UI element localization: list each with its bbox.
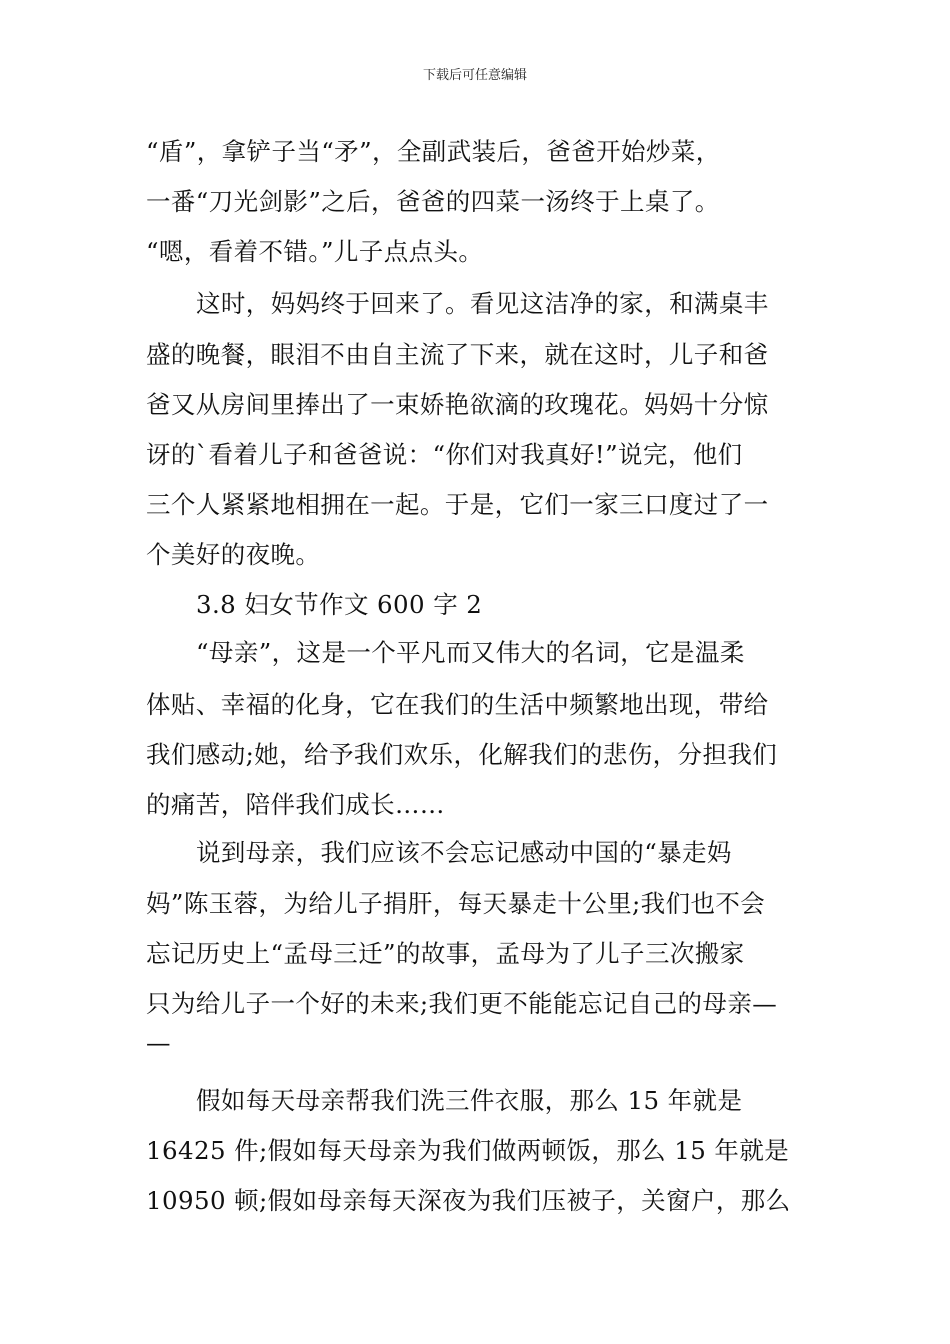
paragraph-line: 忘记历史上“孟母三迁”的故事，孟母为了儿子三次搬家 (146, 939, 745, 968)
paragraph-line: 这时，妈妈终于回来了。看见这洁净的家，和满桌丰 (196, 289, 769, 318)
paragraph-line: “母亲”，这是一个平凡而又伟大的名词，它是温柔 (196, 638, 745, 667)
paragraph-line: 我们感动;她，给予我们欢乐，化解我们的悲伤，分担我们 (146, 740, 778, 769)
paragraph-line: 个美好的夜晚。 (146, 540, 321, 569)
paragraph-line: 一番“刀光剑影”之后，爸爸的四菜一汤终于上桌了。 (146, 187, 720, 216)
paragraph-line: 体贴、幸福的化身，它在我们的生活中频繁地出现，带给 (146, 690, 769, 719)
paragraph-line: 讶的`看着儿子和爸爸说：“你们对我真好!”说完，他们 (146, 440, 743, 469)
paragraph-line: “嗯，看着不错。”儿子点点头。 (146, 237, 484, 266)
paragraph-line: 只为给儿子一个好的未来;我们更不能能忘记自己的母亲— (146, 989, 778, 1018)
paragraph-line: “盾”，拿铲子当“矛”，全副武装后，爸爸开始炒菜， (146, 137, 721, 166)
page-header: 下载后可任意编辑 (422, 68, 527, 83)
paragraph-line: 妈”陈玉蓉，为给儿子捐肝，每天暴走十公里;我们也不会 (146, 889, 766, 918)
paragraph-line: 10950 顿;假如母亲每天深夜为我们压被子，关窗户，那么 (146, 1186, 791, 1215)
paragraph-line: 盛的晚餐，眼泪不由自主流了下来，就在这时，儿子和爸 (146, 340, 769, 369)
paragraph-line: 三个人紧紧地相拥在一起。于是，它们一家三口度过了一 (146, 490, 769, 519)
paragraph-line: 爸又从房间里捧出了一束娇艳欲滴的玫瑰花。妈妈十分惊 (146, 390, 769, 419)
paragraph-line: — (146, 1028, 171, 1057)
paragraph-line: 的痛苦，陪伴我们成长…… (146, 790, 445, 819)
section-heading: 3.8 妇女节作文 600 字 2 (196, 590, 483, 619)
paragraph-line: 16425 件;假如每天母亲为我们做两顿饭，那么 15 年就是 (146, 1136, 790, 1165)
paragraph-line: 说到母亲，我们应该不会忘记感动中国的“暴走妈 (196, 838, 732, 867)
paragraph-line: 假如每天母亲帮我们洗三件衣服，那么 15 年就是 (196, 1086, 743, 1115)
